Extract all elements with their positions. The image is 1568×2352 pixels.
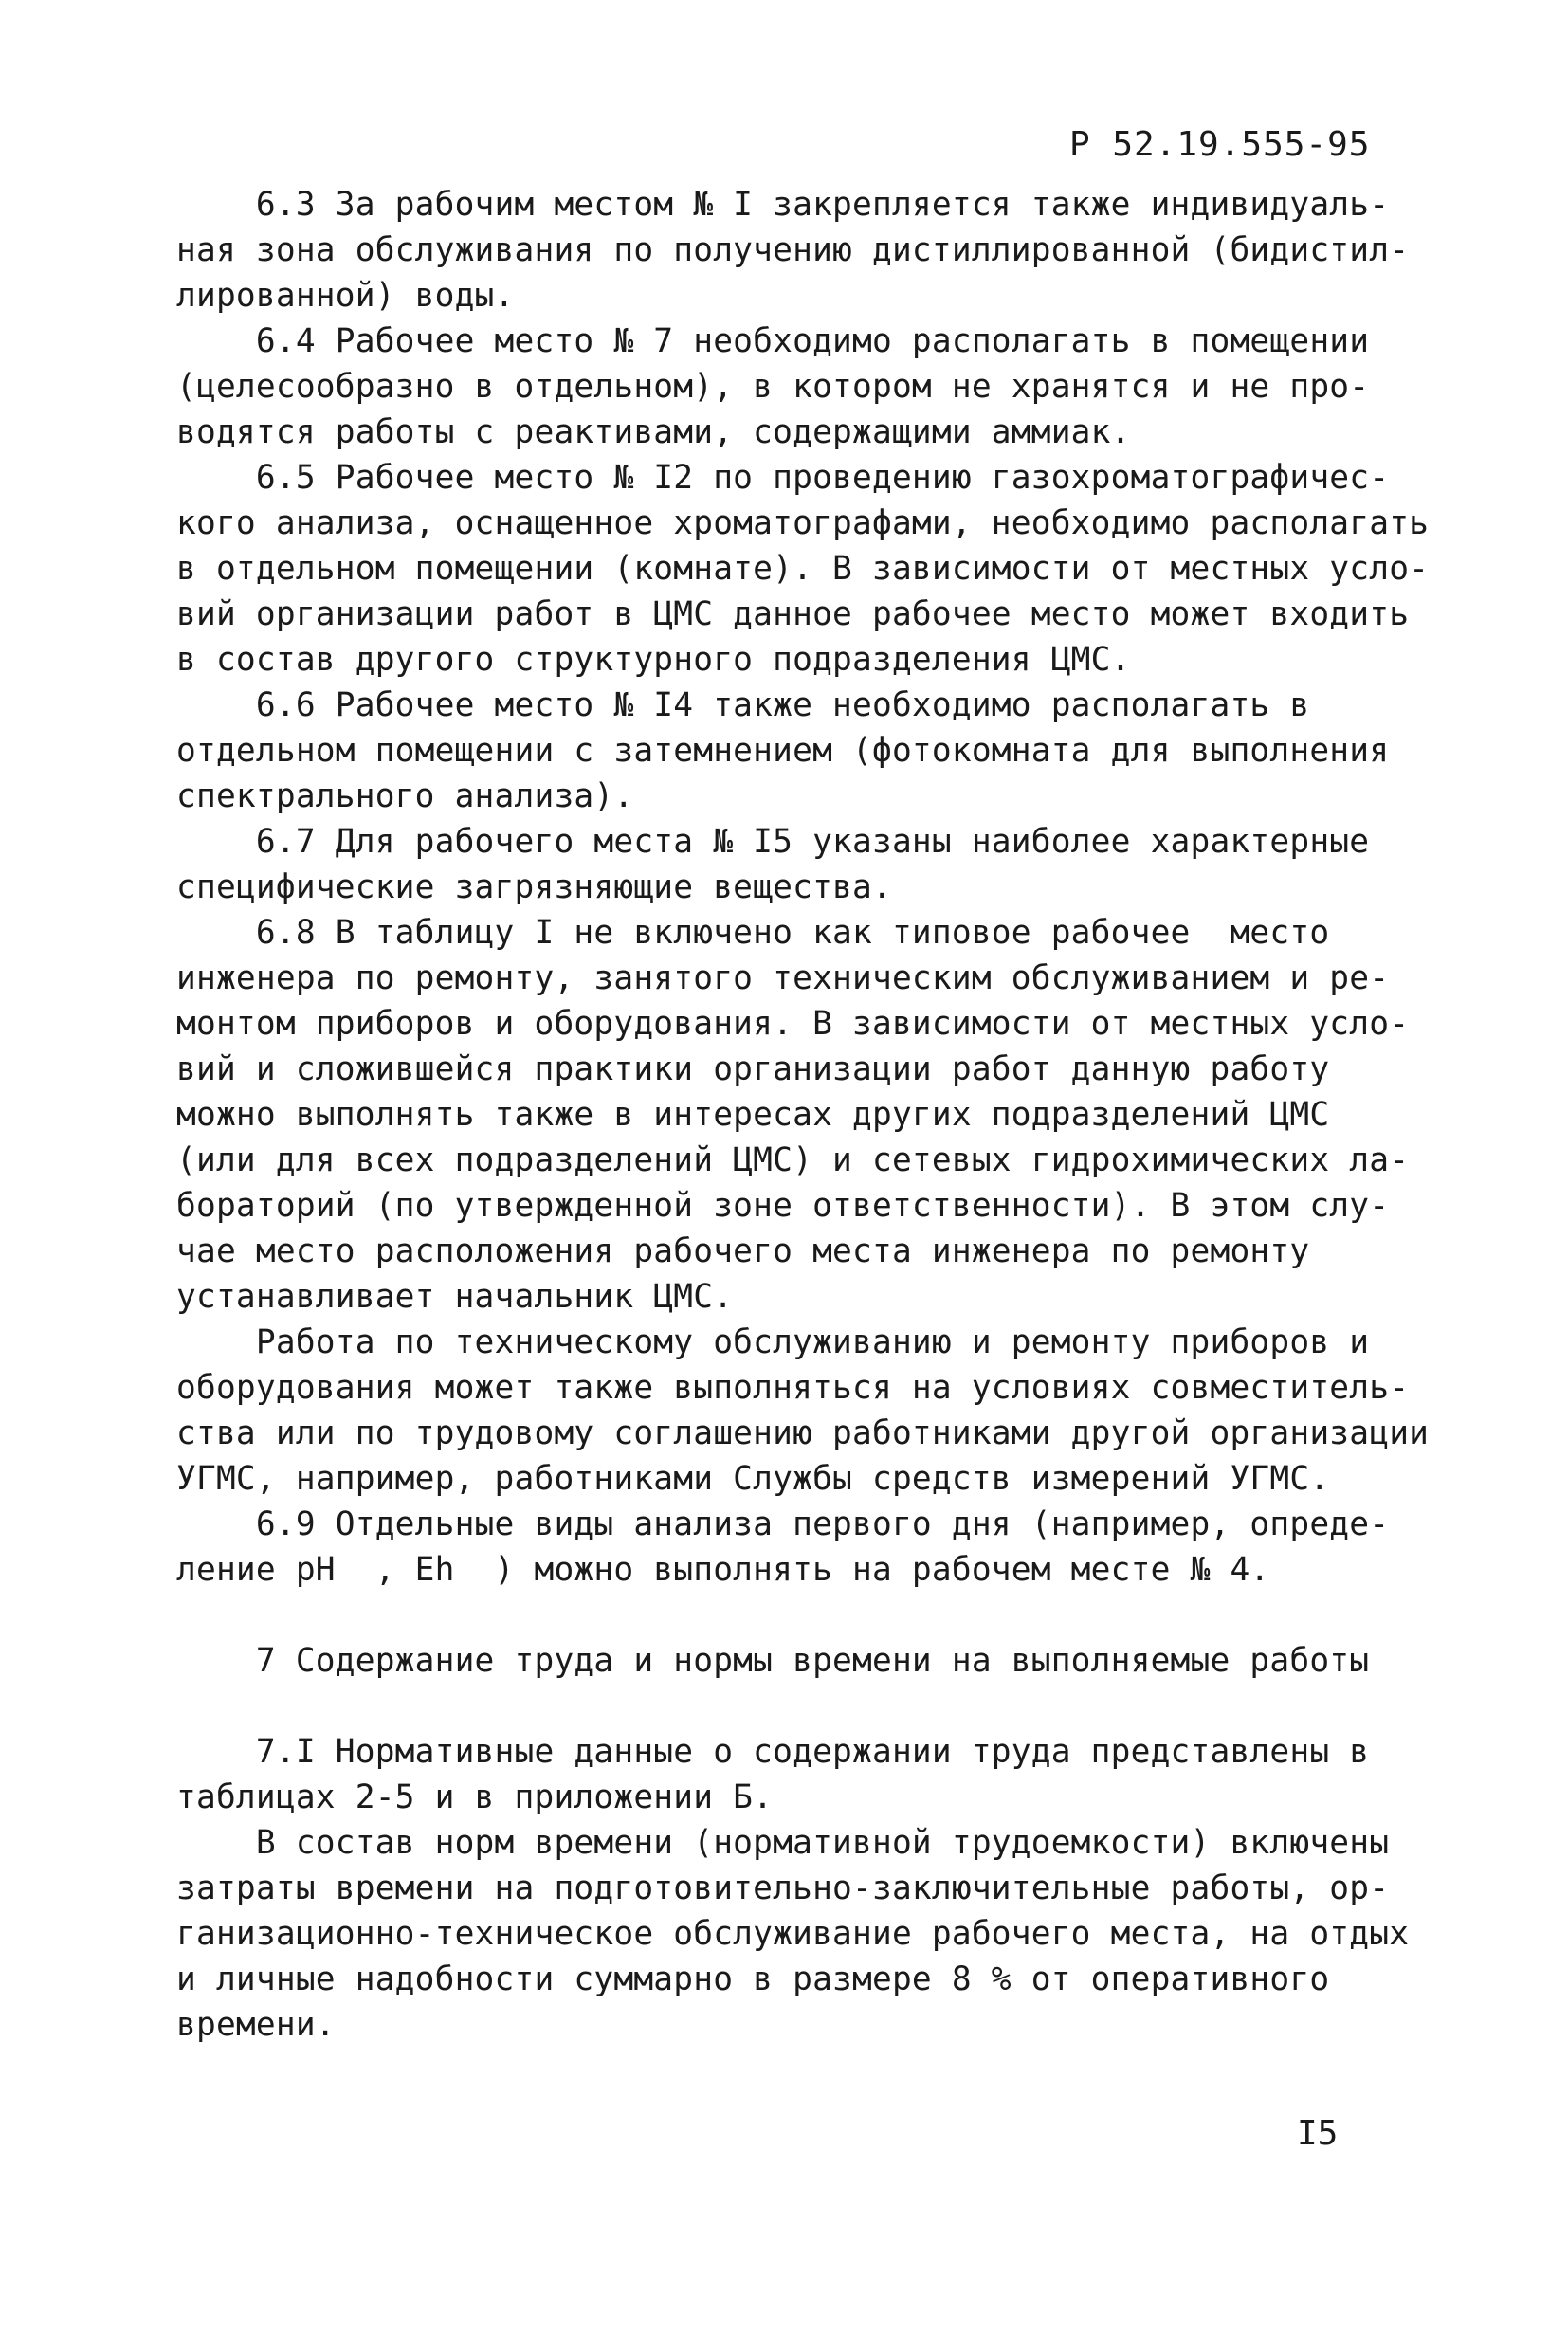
text-line: ганизационно-техническое обслуживание рабочего места, на отдых <box>176 1915 1410 1953</box>
text-line: устанавливает начальник ЦМС. <box>176 1278 734 1316</box>
text-line: 6.5 Рабочее место № I2 по проведению газохроматографичес- <box>176 459 1390 497</box>
text-line: таблицах 2-5 и в приложении Б. <box>176 1778 774 1816</box>
paragraph-6-8-continued <box>176 1320 1430 1502</box>
paragraph-6-7 <box>176 819 1409 910</box>
text-line: ства или по трудовому соглашению работниками другой организации <box>176 1414 1430 1452</box>
paragraph-7-1 <box>176 1729 1409 1820</box>
text-line: 6.7 Для рабочего места № I5 указаны наиболее характерные <box>176 823 1370 861</box>
paragraph-6-8 <box>176 910 1409 1320</box>
text-line: специфические загрязняющие вещества. <box>176 868 892 906</box>
text-line: бораторий (по утвержденной зоне ответственности). В этом слу- <box>176 1187 1390 1225</box>
text-line: Работа по техническому обслуживанию и ремонту приборов и <box>176 1323 1370 1361</box>
text-line: затраты времени на подготовительно-заключительные работы, ор- <box>176 1869 1390 1907</box>
text-line: 6.3 За рабочим местом № I закрепляется также индивидуаль- <box>176 186 1390 224</box>
text-line: водятся работы с реактивами, содержащими аммиак. <box>176 413 1131 451</box>
paragraph-6-6 <box>176 683 1409 819</box>
text-line: лированной) воды. <box>176 277 515 315</box>
paragraph-6-5 <box>176 455 1430 683</box>
text-line: 7.I Нормативные данные о содержании труда представлены в <box>176 1733 1370 1771</box>
text-line: и личные надобности суммарно в размере 8 % от оперативного <box>176 1960 1330 1998</box>
text-line: инженера по ремонту, занятого техническим обслуживанием и ре- <box>176 959 1390 997</box>
text-line: вий организации работ в ЦМС данное рабочее место может входить <box>176 595 1410 633</box>
section-title: 7 Содержание труда и нормы времени на выполняемые работы <box>176 1642 1370 1680</box>
text-line: В состав норм времени (нормативной трудоемкости) включены <box>176 1824 1390 1862</box>
text-line: монтом приборов и оборудования. В зависимости от местных усло- <box>176 1005 1410 1043</box>
text-line: чае место расположения рабочего места инженера по ремонту <box>176 1232 1310 1270</box>
text-line: 6.8 В таблицу I не включено как типовое рабочее место <box>176 914 1330 952</box>
text-line: спектрального анализа). <box>176 777 634 815</box>
text-line: ная зона обслуживания по получению дистиллированной (бидистил- <box>176 231 1410 269</box>
text-line: оборудования может также выполняться на условиях совместитель- <box>176 1369 1410 1407</box>
text-line: 6.6 Рабочее место № I4 также необходимо располагать в <box>176 686 1310 724</box>
text-line: времени. <box>176 2006 336 2044</box>
text-line: УГМС, например, работниками Службы средств измерений УГМС. <box>176 1460 1330 1498</box>
text-line: ление pH , Eh ) можно выполнять на рабочем месте № 4. <box>176 1551 1270 1589</box>
text-line: (целесообразно в отдельном), в котором не хранятся и не про- <box>176 368 1370 406</box>
paragraph-6-3 <box>176 182 1409 319</box>
text-line: 6.4 Рабочее место № 7 необходимо располагать в помещении <box>176 322 1370 360</box>
page-number: I5 <box>1297 2114 1339 2153</box>
body-text <box>176 182 1430 2048</box>
text-line: вий и сложившейся практики организации работ данную работу <box>176 1050 1330 1088</box>
text-line: можно выполнять также в интересах других подразделений ЦМС <box>176 1096 1330 1134</box>
text-line: отдельном помещении с затемнением (фотокомната для выполнения <box>176 732 1390 770</box>
paragraph-7-1-continued <box>176 1820 1409 2048</box>
text-line: (или для всех подразделений ЦМС) и сетевых гидрохимических ла- <box>176 1141 1410 1179</box>
text-line: в состав другого структурного подразделения ЦМС. <box>176 641 1131 679</box>
spacer <box>176 1593 1409 1638</box>
text-line: кого анализа, оснащенное хроматографами, необходимо располагать <box>176 504 1430 542</box>
text-line: 6.9 Отдельные виды анализа первого дня (например, опреде- <box>176 1505 1390 1543</box>
paragraph-6-4 <box>176 319 1409 455</box>
paragraph-6-9 <box>176 1502 1409 1593</box>
document-code: Р 52.19.555-95 <box>1069 125 1371 164</box>
spacer <box>176 1684 1409 1729</box>
text-line: в отдельном помещении (комнате). В зависимости от местных усло- <box>176 550 1430 588</box>
